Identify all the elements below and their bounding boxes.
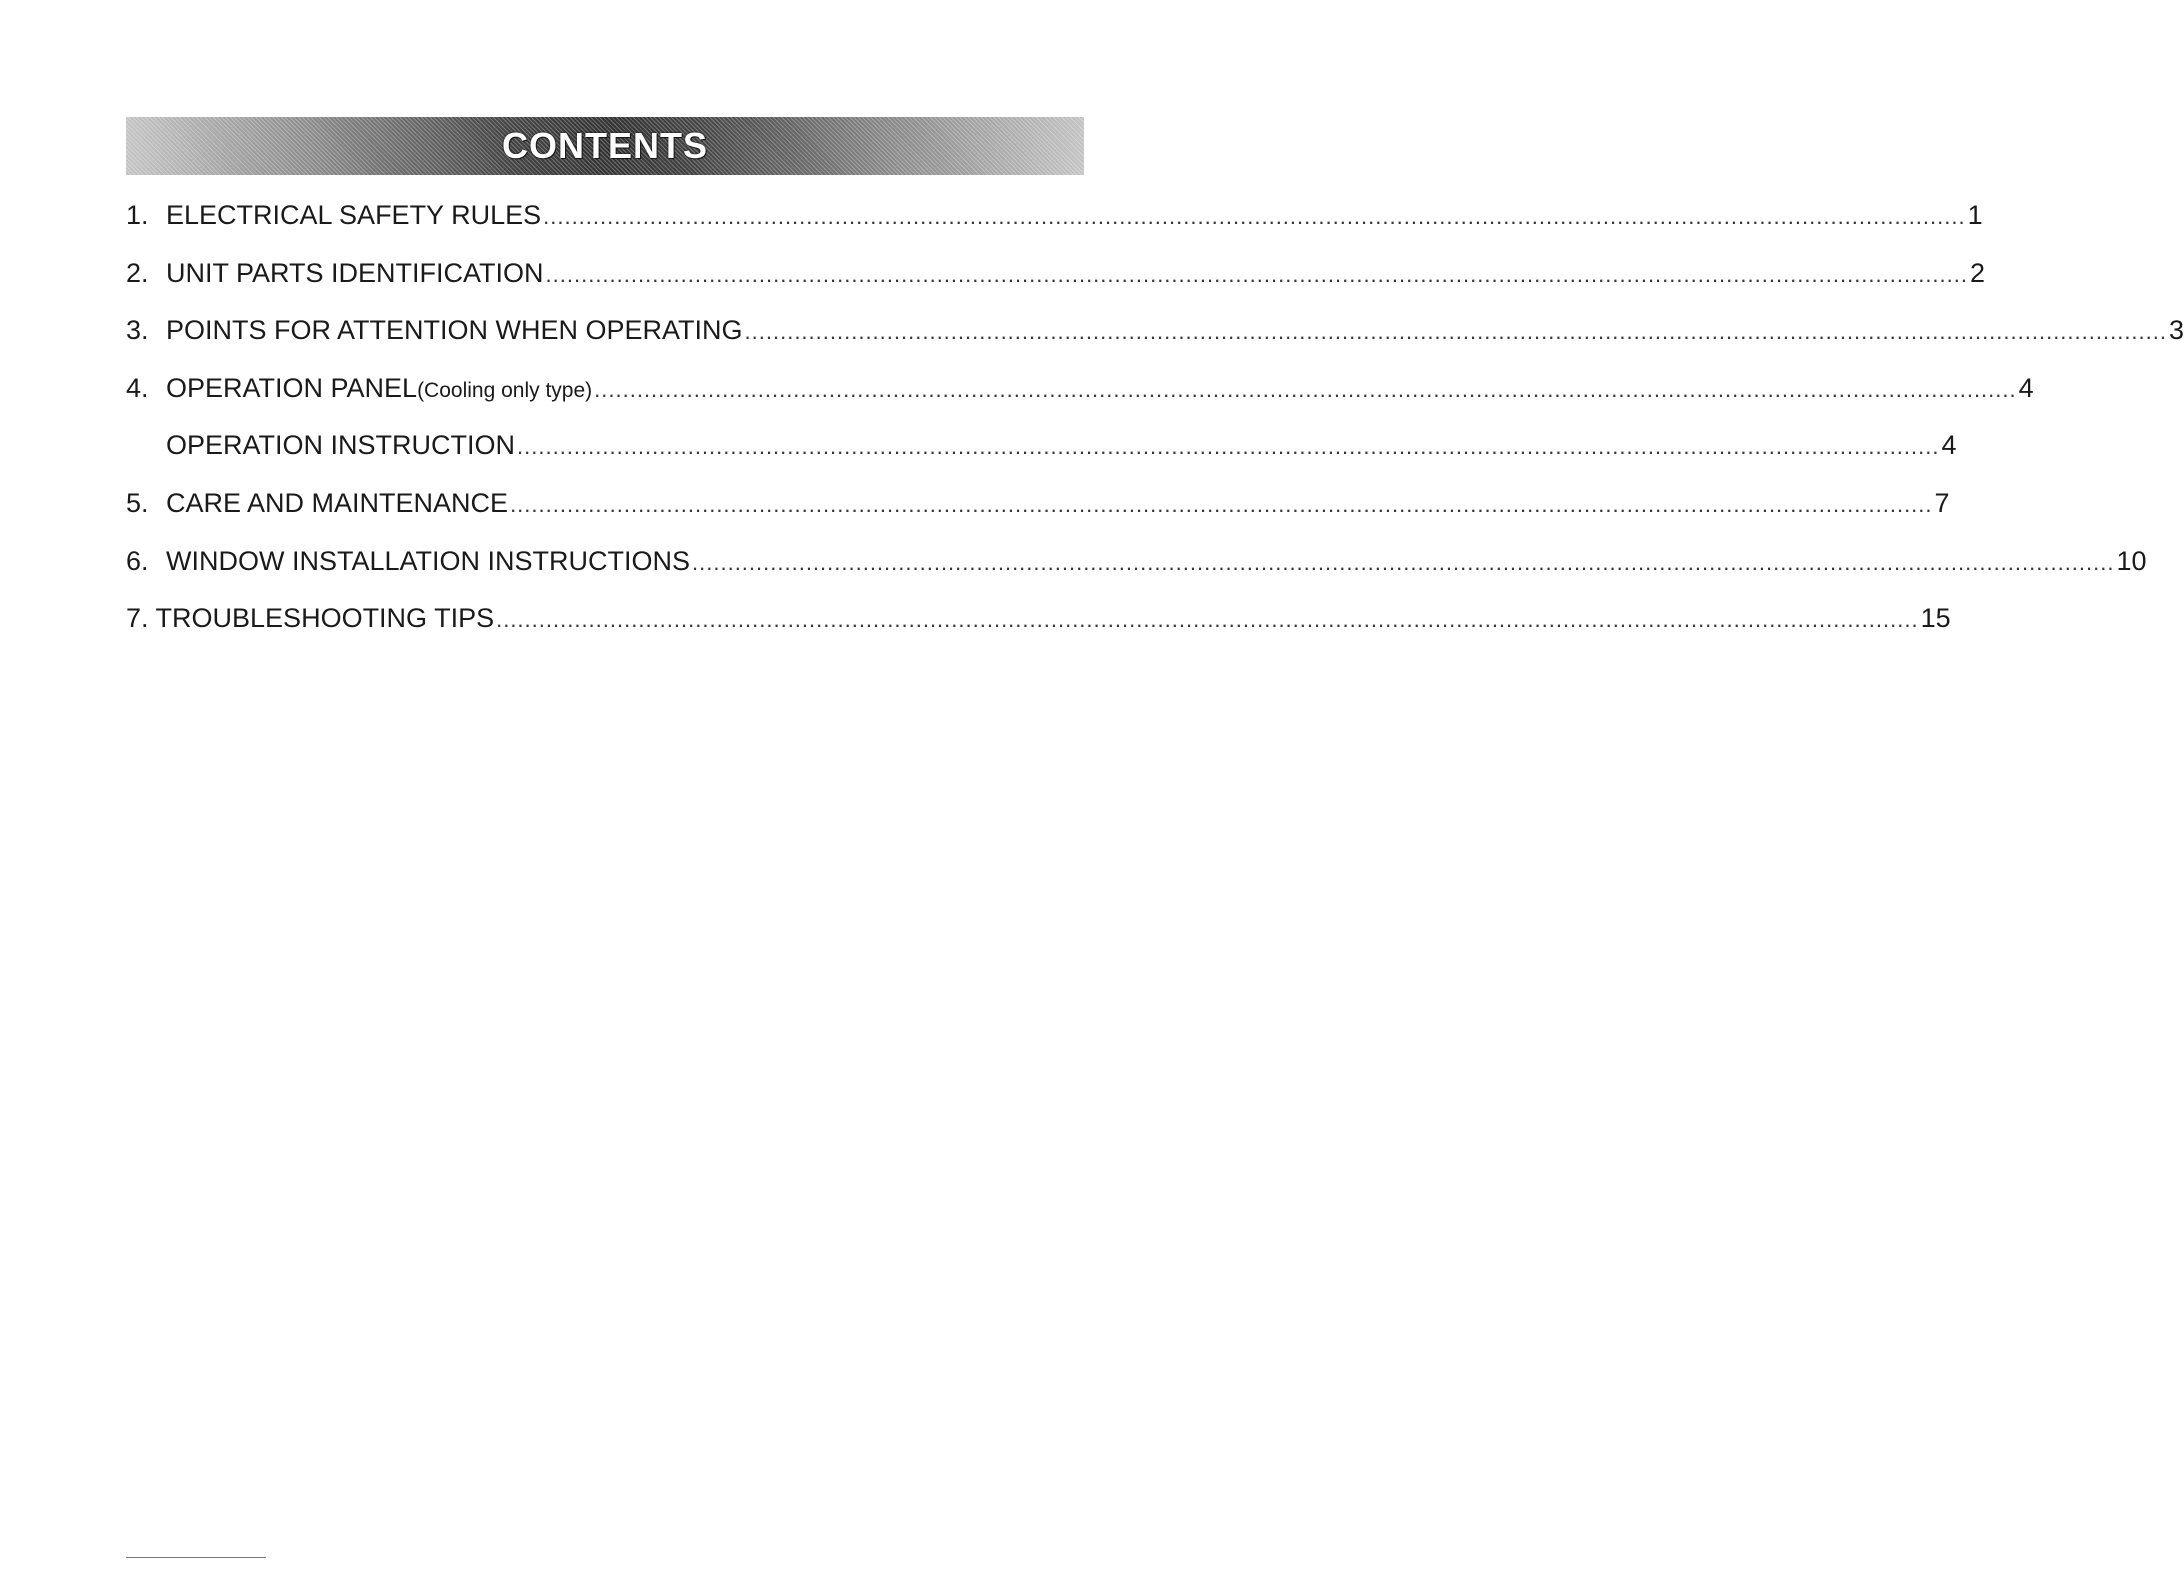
toc-entry-care-and-maintenance[interactable] bbox=[126, 487, 1950, 546]
toc-entry-number: 7. bbox=[126, 603, 149, 634]
toc-entry-window-installation[interactable] bbox=[126, 545, 2147, 604]
table-of-contents bbox=[126, 200, 2184, 661]
toc-entry-page: 10 bbox=[2116, 545, 2147, 576]
toc-entry-number: 3. bbox=[126, 315, 149, 346]
toc-entry-title: CARE AND MAINTENANCE bbox=[166, 487, 509, 518]
toc-entry-points-for-attention[interactable] bbox=[126, 315, 2184, 373]
toc-entry-number: 1. bbox=[126, 200, 149, 230]
toc-entry-page: 3 bbox=[2169, 315, 2184, 346]
toc-entry-title: OPERATION INSTRUCTION bbox=[166, 430, 516, 461]
toc-entry-number: 5. bbox=[126, 487, 149, 518]
toc-entry-page: 2 bbox=[1970, 257, 1986, 288]
toc-leader-dots: ........................................................................................................................................................................................................ bbox=[543, 204, 1966, 229]
toc-entry-title: UNIT PARTS IDENTIFICATION bbox=[166, 257, 544, 288]
toc-entry-page: 4 bbox=[2018, 372, 2034, 403]
toc-entry-title bbox=[166, 373, 592, 404]
toc-entry-number: 6. bbox=[126, 545, 149, 576]
toc-entry-page: 15 bbox=[1920, 603, 1951, 634]
toc-leader-dots: ........................................................................................................................................................................................................ bbox=[692, 549, 2115, 575]
toc-entry-title: ELECTRICAL SAFETY RULES bbox=[166, 200, 542, 230]
toc-entry-subtitle: (Cooling only type) bbox=[417, 378, 593, 402]
toc-entry-operation-panel[interactable] bbox=[126, 372, 2034, 431]
toc-entry-page: 4 bbox=[1941, 430, 1957, 461]
toc-leader-dots: ........................................................................................................................................................................................................ bbox=[545, 261, 1968, 287]
toc-leader-dots: ........................................................................................................................................................................................................ bbox=[594, 376, 2017, 402]
toc-entry-unit-parts-identification[interactable] bbox=[126, 257, 1986, 316]
toc-entry-title: POINTS FOR ATTENTION WHEN OPERATING bbox=[166, 315, 743, 346]
toc-leader-dots: ........................................................................................................................................................................................................ bbox=[510, 491, 1933, 517]
contents-banner bbox=[126, 117, 1084, 175]
toc-entry-title-main: OPERATION PANEL bbox=[166, 372, 418, 403]
toc-entry-electrical-safety-rules[interactable] bbox=[126, 200, 1983, 258]
footer-rule bbox=[126, 1557, 266, 1558]
toc-leader-dots: ........................................................................................................................................................................................................ bbox=[496, 607, 1919, 633]
toc-entry-operation-instruction[interactable] bbox=[126, 430, 1957, 488]
toc-leader-dots: ........................................................................................................................................................................................................ bbox=[744, 319, 2167, 345]
toc-entry-troubleshooting-tips[interactable] bbox=[126, 603, 1951, 661]
toc-entry-number: 2. bbox=[126, 257, 149, 288]
toc-entry-title: TROUBLESHOOTING TIPS bbox=[155, 603, 495, 634]
toc-entry-page: 7 bbox=[1934, 487, 1950, 518]
toc-entry-number: 4. bbox=[126, 372, 149, 403]
toc-leader-dots: ........................................................................................................................................................................................................ bbox=[517, 434, 1940, 460]
toc-entry-page: 1 bbox=[1967, 200, 1983, 230]
page-title: CONTENTS bbox=[502, 125, 708, 166]
toc-entry-title: WINDOW INSTALLATION INSTRUCTIONS bbox=[166, 545, 691, 576]
